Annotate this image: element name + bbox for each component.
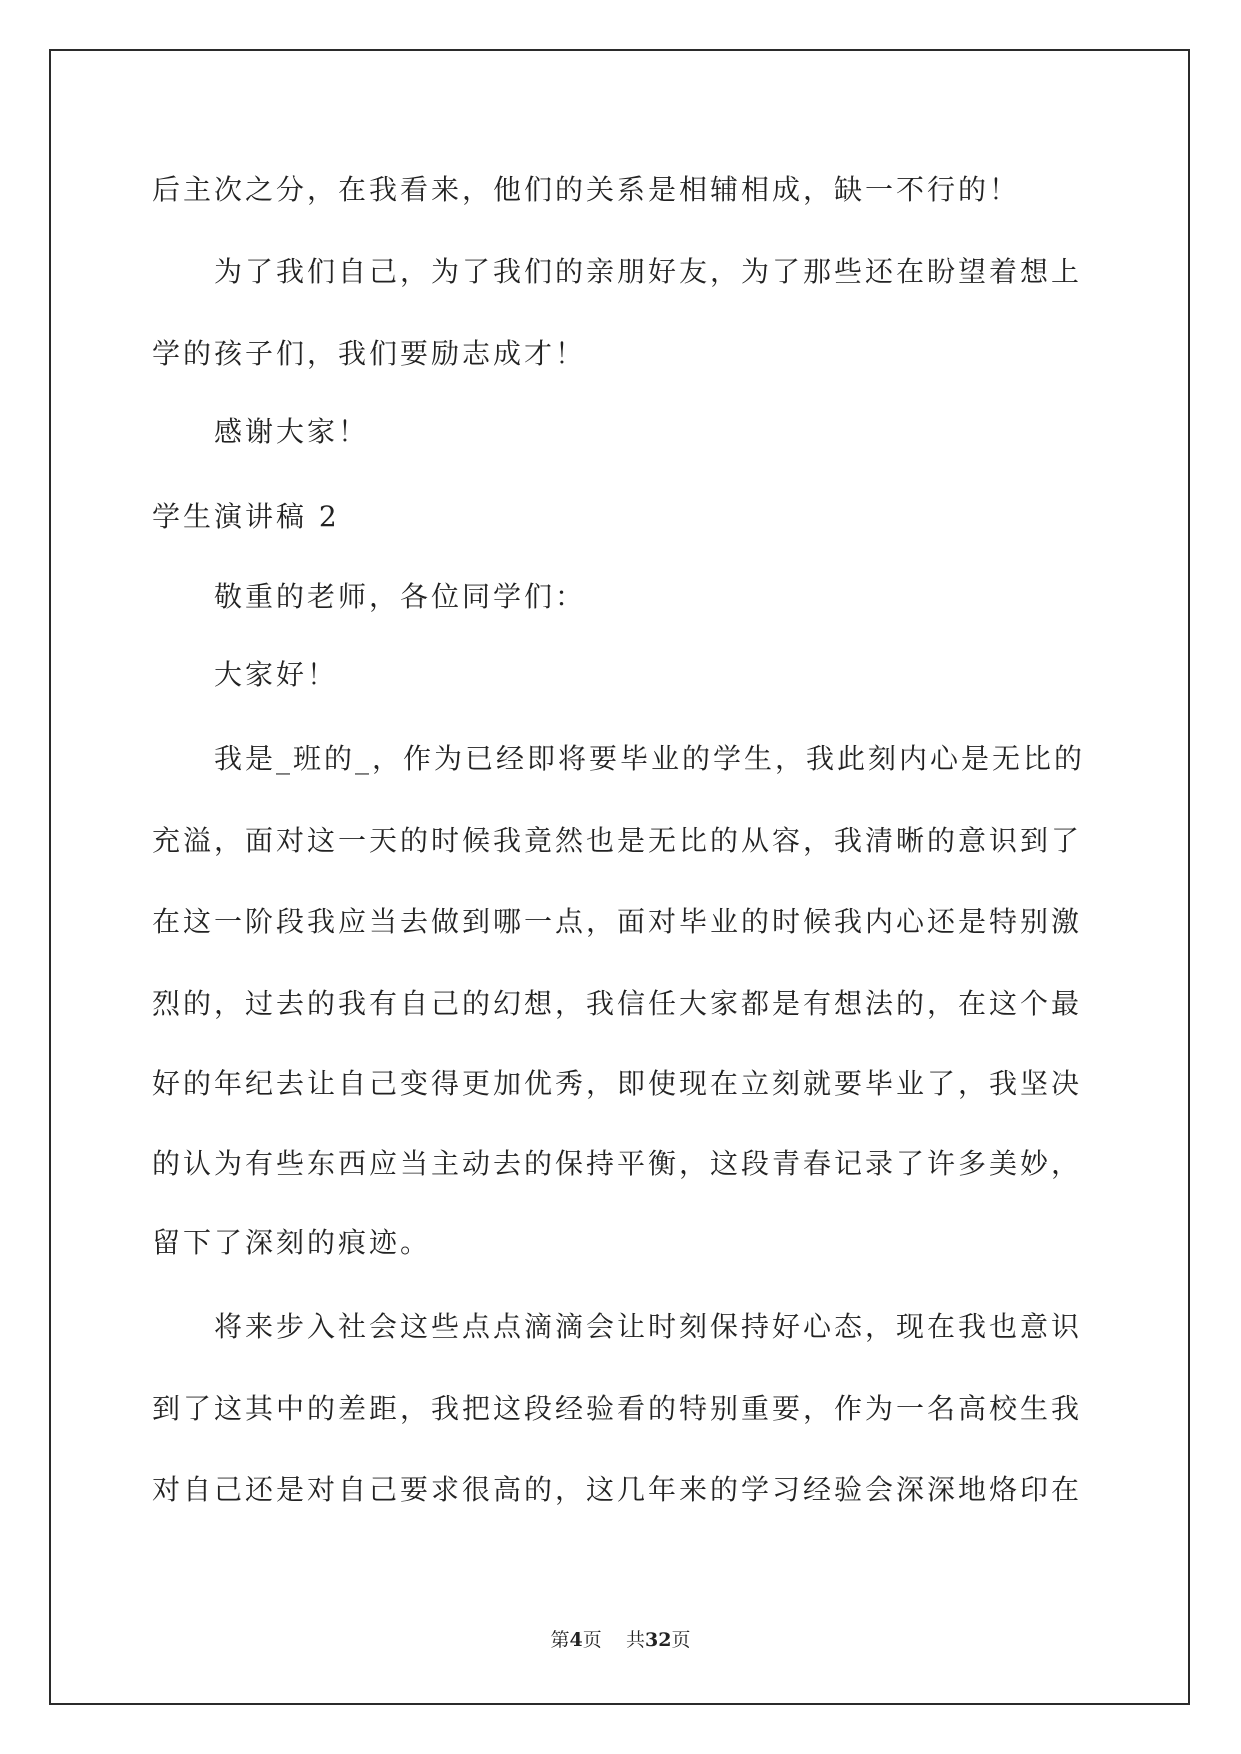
page-suffix: 页	[582, 1629, 602, 1651]
page-footer	[0, 1625, 1241, 1652]
text-line: 的认为有些东西应当主动去的保持平衡，这段青春记录了许多美妙，	[152, 1147, 1083, 1180]
text-line: 将来步入社会这些点点滴滴会让时刻保持好心态，现在我也意识	[214, 1310, 1083, 1343]
text-line: 留下了深刻的痕迹。	[152, 1226, 432, 1259]
text-line: 烈的，过去的我有自己的幻想，我信任大家都是有想法的，在这个最	[152, 987, 1083, 1020]
total-suffix: 页	[671, 1629, 691, 1651]
text-line: 学的孩子们，我们要励志成才！	[152, 337, 587, 370]
text-line: 充溢，面对这一天的时候我竟然也是无比的从容，我清晰的意识到了	[152, 824, 1083, 857]
text-line: 为了我们自己，为了我们的亲朋好友，为了那些还在盼望着想上	[214, 255, 1083, 288]
text-line: 好的年纪去让自己变得更加优秀，即使现在立刻就要毕业了，我坚决	[152, 1067, 1083, 1100]
text-line: 对自己还是对自己要求很高的，这几年来的学习经验会深深地烙印在	[152, 1473, 1083, 1506]
text-line: 我是_班的_，作为已经即将要毕业的学生，我此刻内心是无比的	[214, 742, 1086, 775]
text-line: 敬重的老师，各位同学们：	[214, 580, 587, 613]
text-line: 在这一阶段我应当去做到哪一点，面对毕业的时候我内心还是特别激	[152, 905, 1083, 938]
page-number: 4	[569, 1629, 583, 1651]
text-line: 感谢大家！	[214, 415, 370, 448]
section-heading: 学生演讲稿 2	[152, 500, 340, 533]
text-line: 到了这其中的差距，我把这段经验看的特别重要，作为一名高校生我	[152, 1392, 1083, 1425]
total-prefix: 共	[625, 1629, 645, 1651]
text-line: 后主次之分，在我看来，他们的关系是相辅相成，缺一不行的！	[152, 173, 1021, 206]
text-line: 大家好！	[214, 658, 339, 691]
page-border	[49, 49, 1190, 1705]
total-pages: 32	[644, 1629, 672, 1651]
page-prefix: 第	[550, 1629, 570, 1651]
